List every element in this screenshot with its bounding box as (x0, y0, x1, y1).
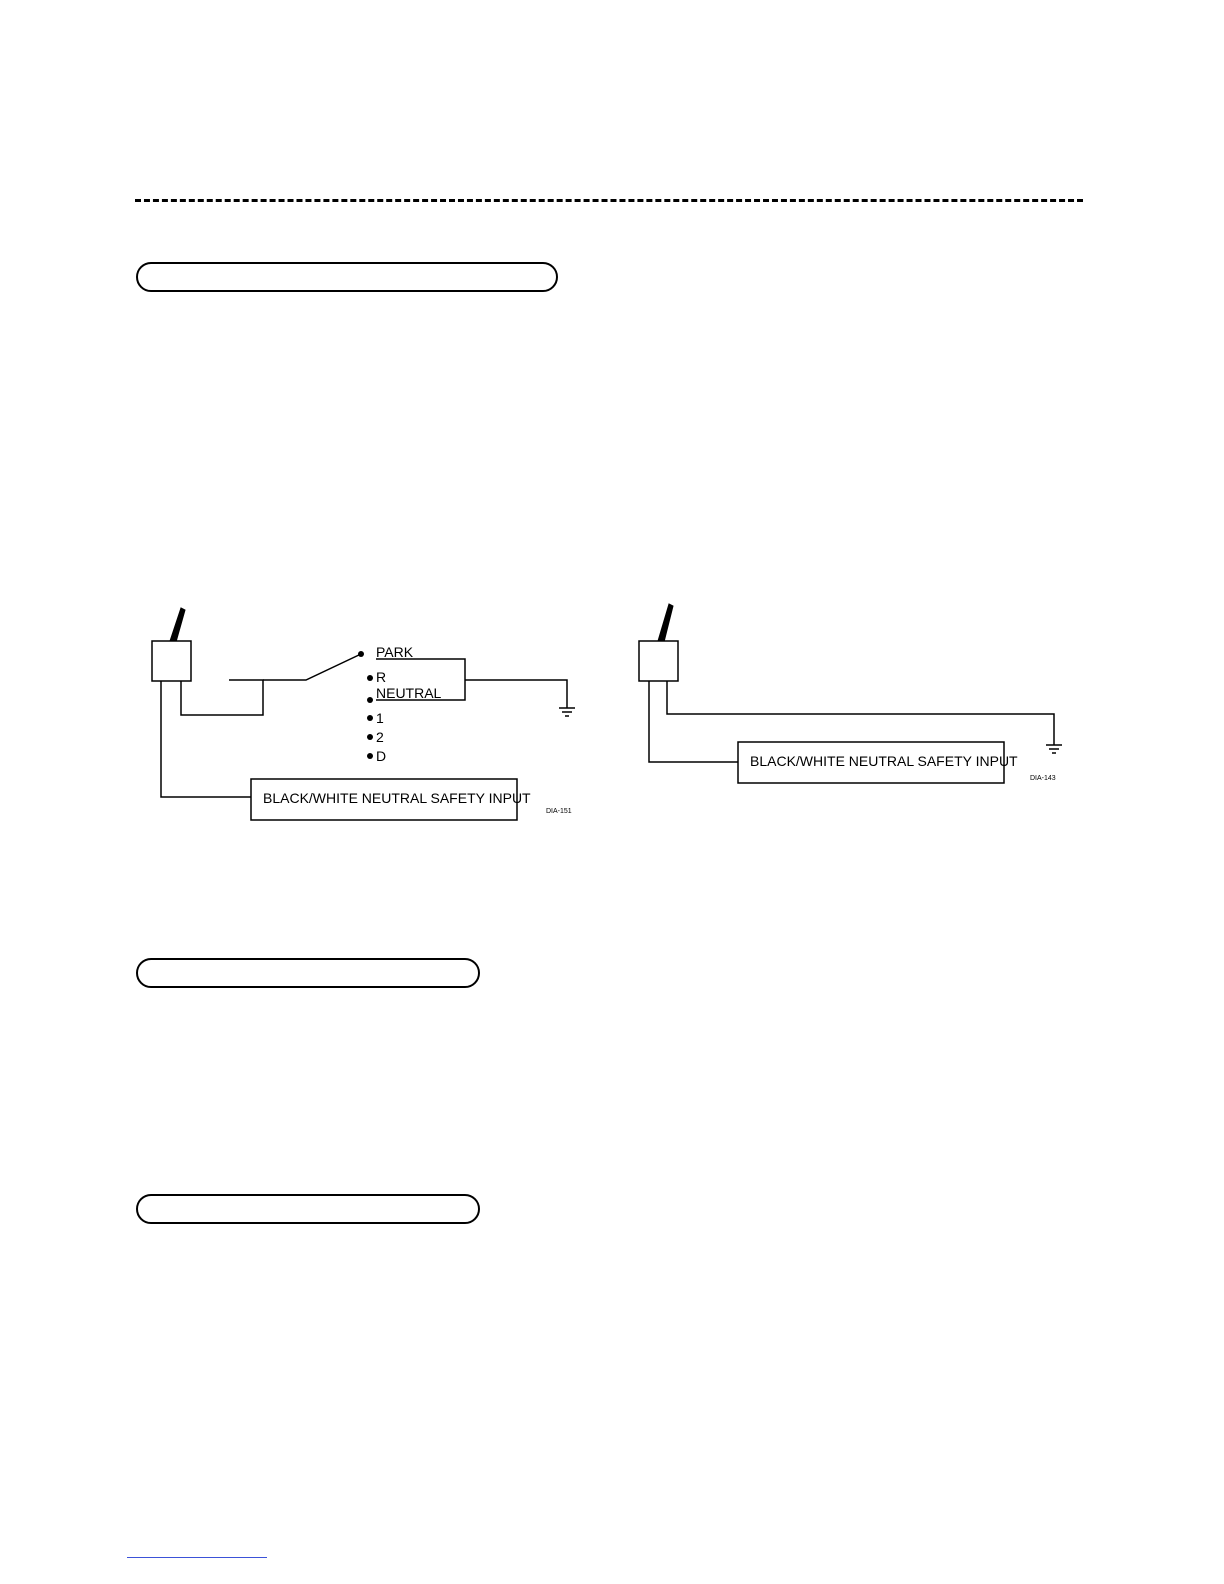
diagram-code-right: DIA-143 (1030, 775, 1056, 782)
ground-symbol-right-icon (1046, 745, 1062, 753)
position-label-neutral: NEUTRAL (376, 685, 442, 701)
position-dot-neutral (367, 697, 373, 703)
wire-switch-to-input (161, 681, 251, 797)
position-label-1: 1 (376, 710, 384, 726)
position-label-d: D (376, 748, 387, 764)
toggle-switch-body (639, 641, 678, 681)
position-label-r: R (376, 669, 387, 685)
input-label-right: BLACK/WHITE NEUTRAL SAFETY INPUT (750, 753, 1018, 769)
toggle-switch-body (152, 641, 191, 681)
diagram-code-left: DIA-151 (546, 808, 572, 815)
position-dot-1 (367, 715, 373, 721)
toggle-switch-lever-icon (170, 608, 185, 642)
wire-to-ground (465, 680, 567, 708)
wire-switch-to-input (649, 681, 738, 762)
ground-symbol-left-icon (559, 708, 575, 716)
input-label-left: BLACK/WHITE NEUTRAL SAFETY INPUT (263, 790, 531, 806)
position-label-2: 2 (376, 729, 384, 745)
position-label-park: PARK (376, 644, 414, 660)
selector-position-dots (367, 675, 373, 759)
position-dot-2 (367, 734, 373, 740)
position-dot-d (367, 753, 373, 759)
left-wiring-diagram (152, 608, 575, 820)
footer-link-underline (127, 1557, 267, 1558)
selector-pivot-dot (358, 651, 364, 657)
wire-switch-to-ground (667, 681, 1054, 745)
wire-switch-to-selector (181, 680, 263, 715)
toggle-switch-lever-icon (658, 604, 673, 642)
wire-to-selector-arm (263, 654, 361, 680)
position-dot-r (367, 675, 373, 681)
